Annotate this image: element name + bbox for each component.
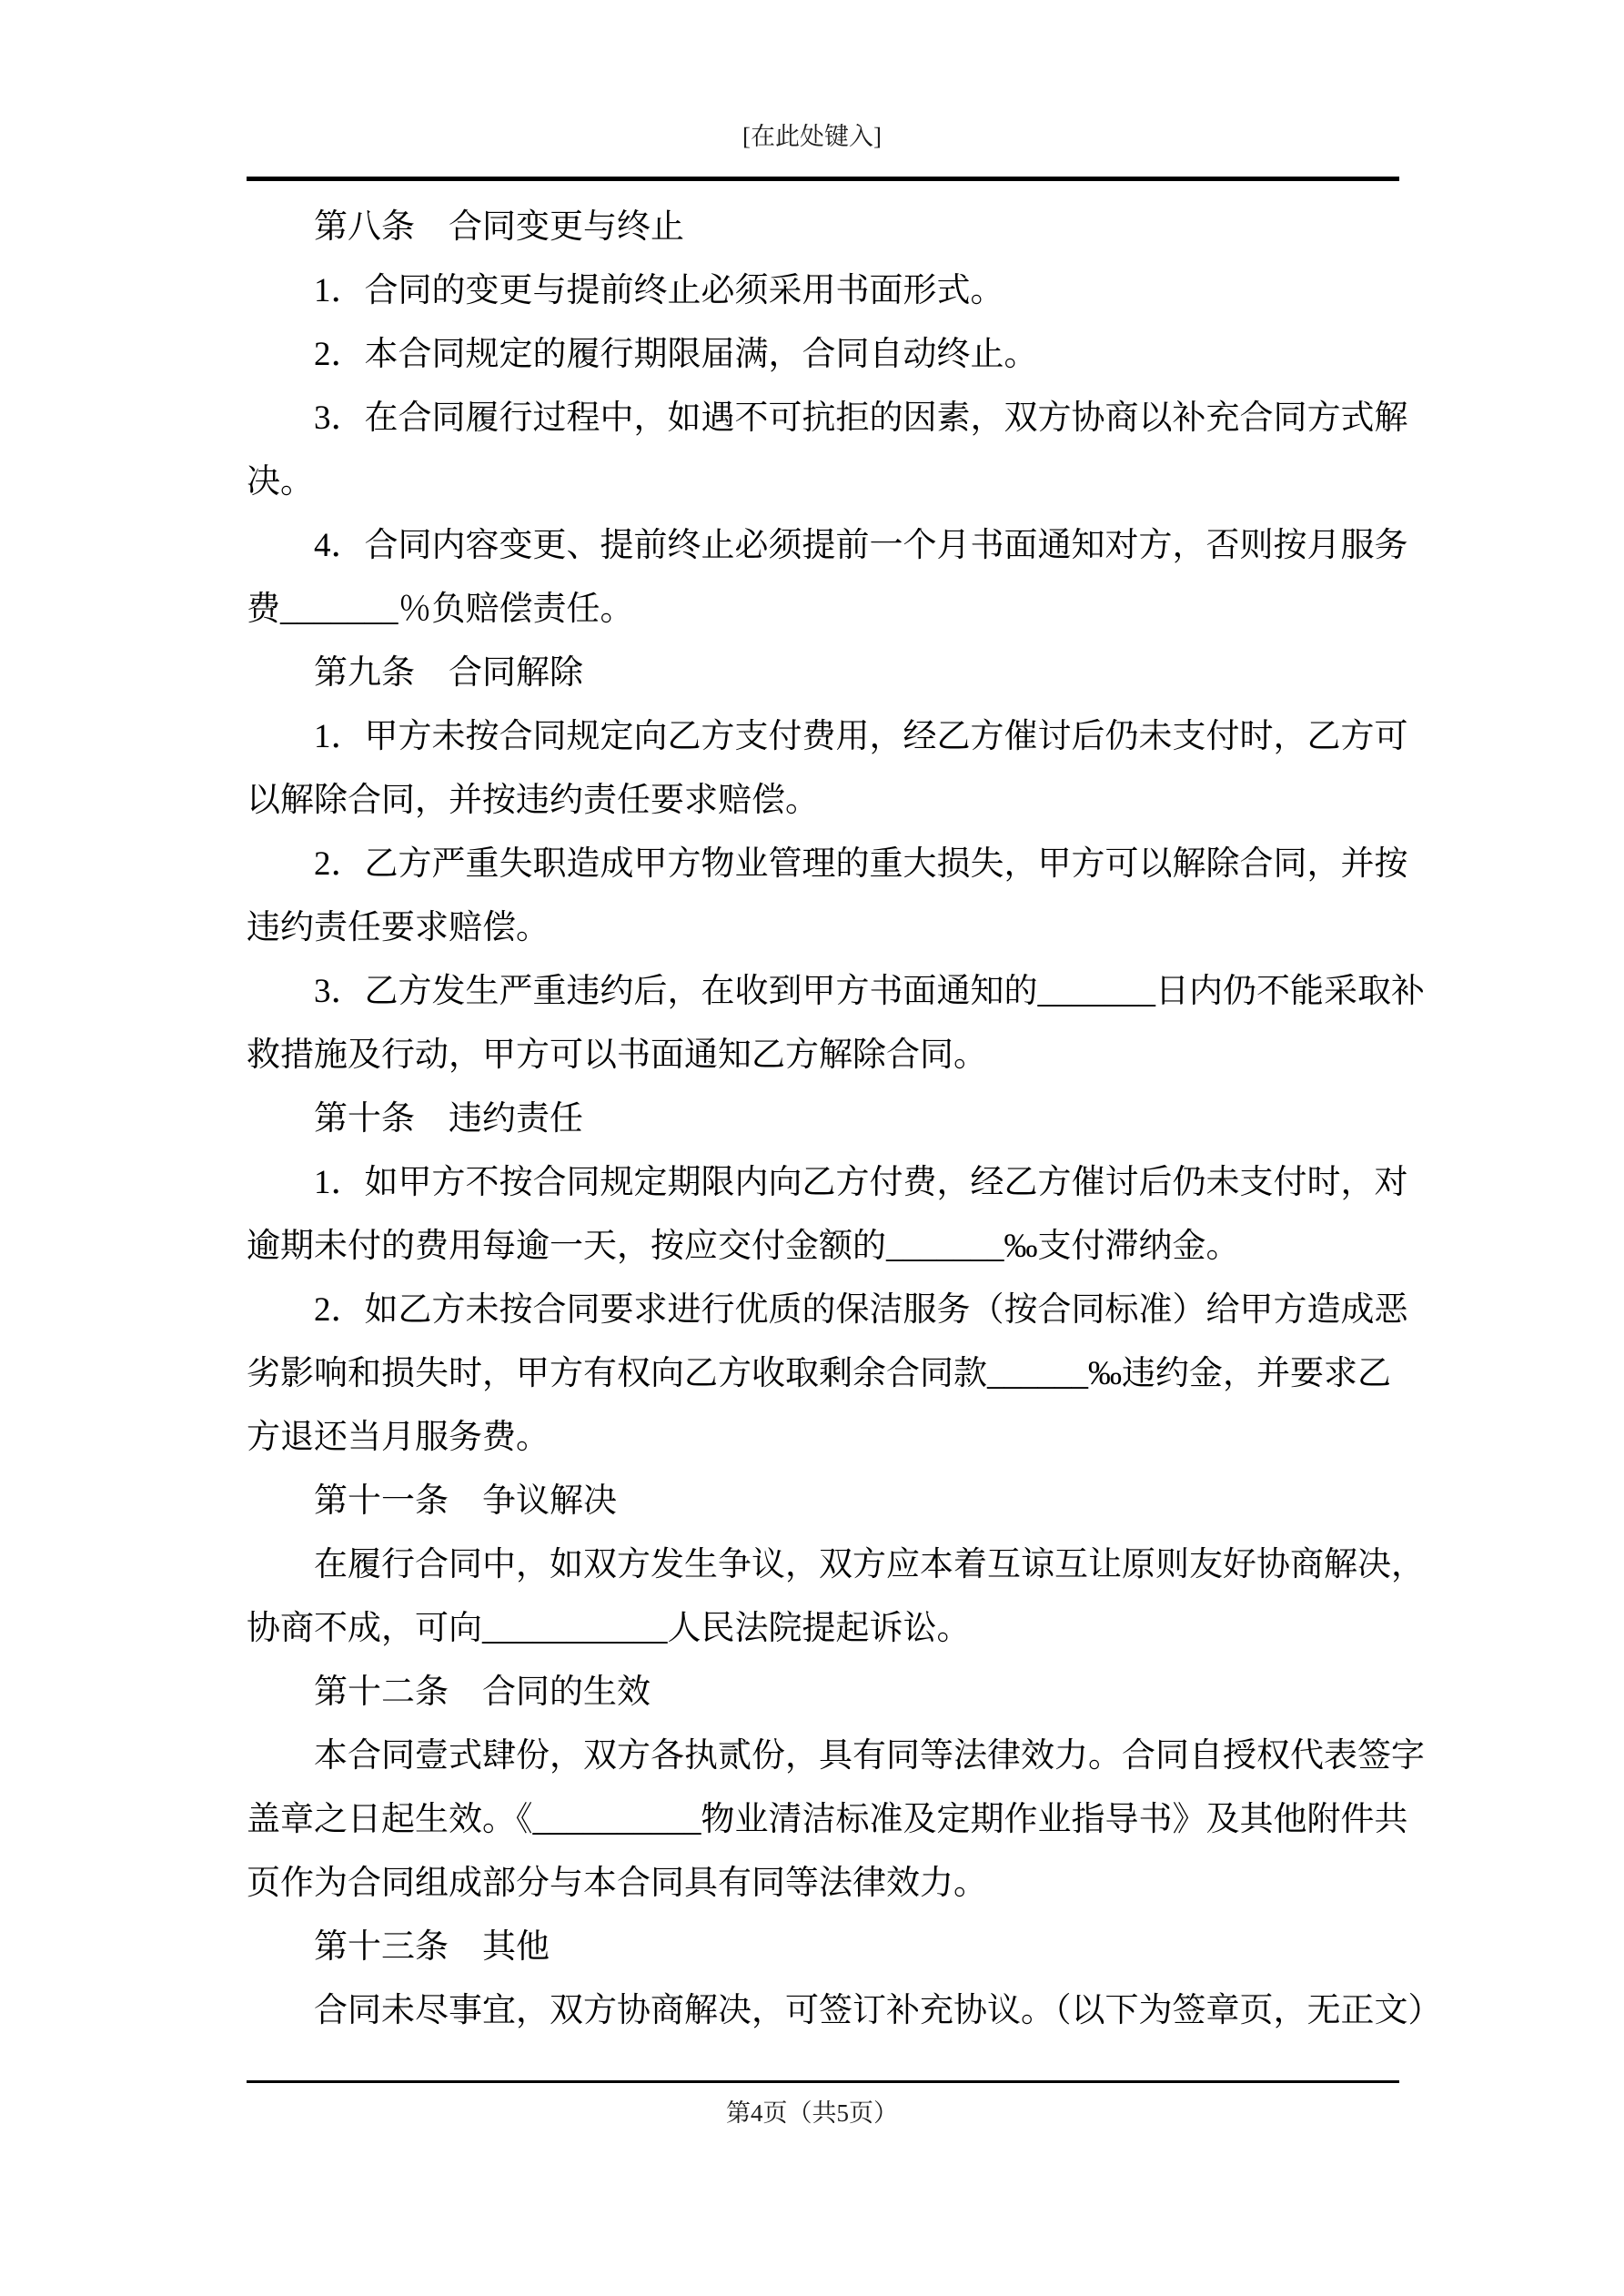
document-line: 3．在合同履行过程中，如遇不可抗拒的因素，双方协商以补充合同方式解 bbox=[314, 400, 1408, 437]
document-line: 3．乙方发生严重违约后，在收到甲方书面通知的_______日内仍不能采取补 bbox=[314, 973, 1425, 1010]
document-line: 第十一条 争议解决 bbox=[314, 1482, 617, 1520]
document-line: 费_______％负赔偿责任。 bbox=[247, 591, 634, 628]
document-line: 1．合同的变更与提前终止必须采用书面形式。 bbox=[314, 272, 1004, 309]
document-line: 1．如甲方不按合同规定期限内向乙方付费，经乙方催讨后仍未支付时，对 bbox=[314, 1164, 1408, 1201]
document-line: 盖章之日起生效。《__________物业清洁标准及定期作业指导书》及其他附件共 bbox=[247, 1801, 1408, 1838]
page-number-label: 第4页（共5页） bbox=[726, 2099, 898, 2127]
document-line: 劣影响和损失时，甲方有权向乙方收取剩余合同款______‰违约金，并要求乙 bbox=[247, 1355, 1391, 1392]
document-line: 页作为合同组成部分与本合同具有同等法律效力。 bbox=[247, 1865, 987, 1902]
document-line: 第九条 合同解除 bbox=[314, 654, 583, 692]
document-line: 2．本合同规定的履行期限届满，合同自动终止。 bbox=[314, 336, 1038, 373]
document-line: 4．合同内容变更、提前终止必须提前一个月书面通知对方，否则按月服务 bbox=[314, 527, 1408, 564]
document-line: 第十三条 其他 bbox=[314, 1928, 550, 1966]
document-line: 方退还当月服务费。 bbox=[247, 1419, 550, 1456]
footer-rule bbox=[247, 2080, 1399, 2083]
header-type-here-placeholder[interactable]: [在此处键入] bbox=[742, 123, 882, 150]
document-line: 2．如乙方未按合同要求进行优质的保洁服务（按合同标准）给甲方造成恶 bbox=[314, 1291, 1408, 1329]
document-line: 逾期未付的费用每逾一天，按应交付金额的_______‰支付滞纳金。 bbox=[247, 1228, 1240, 1265]
document-line: 本合同壹式肆份，双方各执贰份，具有同等法律效力。合同自授权代表签字 bbox=[314, 1737, 1425, 1775]
document-line: 协商不成，可向___________人民法院提起诉讼。 bbox=[247, 1610, 971, 1647]
document-line: 1．甲方未按合同规定向乙方支付费用，经乙方催讨后仍未支付时，乙方可 bbox=[314, 718, 1408, 755]
document-line: 2．乙方严重失职造成甲方物业管理的重大损失，甲方可以解除合同，并按 bbox=[314, 845, 1408, 883]
document-line: 决。 bbox=[247, 463, 314, 501]
document-line: 第十二条 合同的生效 bbox=[314, 1674, 651, 1711]
document-line: 在履行合同中，如双方发生争议，双方应本着互谅互让原则友好协商解决， bbox=[314, 1546, 1425, 1583]
document-line: 合同未尽事宜，双方协商解决，可签订补充协议。（以下为签章页，无正文） bbox=[314, 1992, 1442, 2029]
document-line: 违约责任要求赔偿。 bbox=[247, 909, 550, 946]
header-rule bbox=[247, 177, 1399, 181]
document-line: 以解除合同，并按违约责任要求赔偿。 bbox=[247, 782, 819, 819]
document-line: 救措施及行动，甲方可以书面通知乙方解除合同。 bbox=[247, 1037, 987, 1074]
document-line: 第十条 违约责任 bbox=[314, 1100, 583, 1138]
document-line: 第八条 合同变更与终止 bbox=[314, 208, 684, 246]
document-body bbox=[247, 196, 1442, 2043]
